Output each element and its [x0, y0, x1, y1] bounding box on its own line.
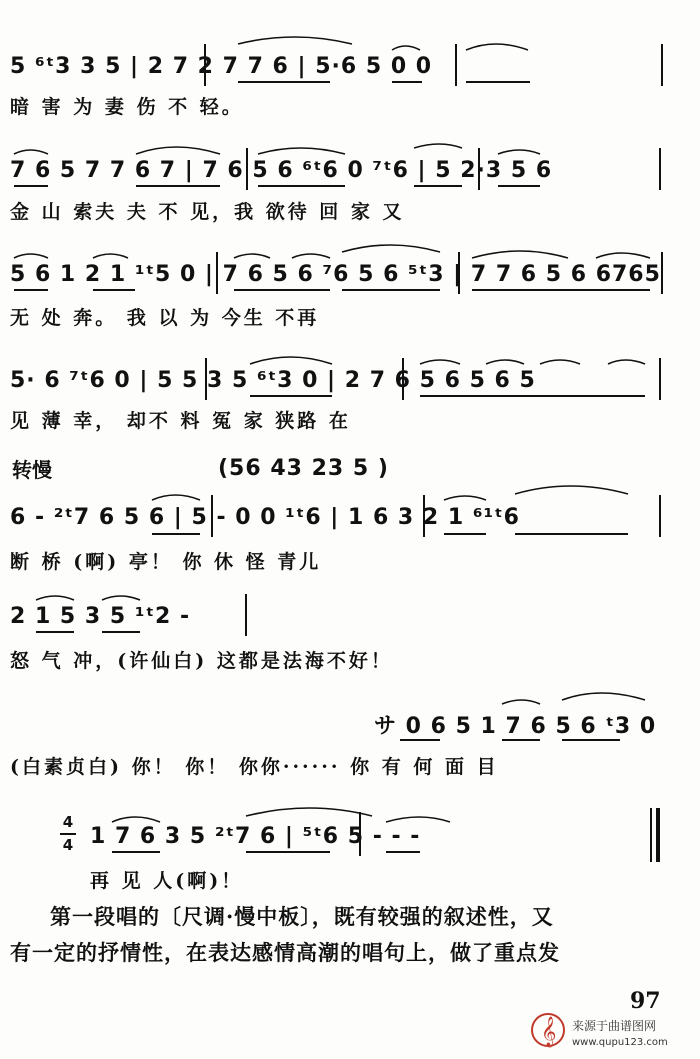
lyrics-line-4: 见 薄 幸， 却不 料 冤 家 狭路 在: [10, 410, 351, 432]
lyrics-line-3: 无 处 奔。 我 以 为 今生 不再: [10, 307, 320, 329]
lyrics-line-8: 再 见 人(啊)！: [90, 870, 244, 892]
time-signature-rule: [60, 833, 76, 835]
lyrics-line-7: (白素贞白) 你！ 你！ 你你······ 你 有 何 面 目: [10, 756, 499, 778]
commentary-line-2: 有一定的抒情性，在表达感情高潮的唱句上，做了重点发: [10, 940, 560, 965]
lyrics-line-2: 金 山 索夫 夫 不 见，我 欲待 回 家 又: [10, 201, 405, 223]
music-notes-line-8: 1 7 6 3 5 ²ᵗ7 6 | ⁵ᵗ6 5 - - -: [90, 824, 421, 849]
time-signature-bottom: 4: [62, 836, 74, 854]
watermark-url: www.qupu123.com: [572, 1037, 668, 1048]
music-notes-line-4: 5· 6 ⁷ᵗ6 0 | 5 5 3 5 ⁶ᵗ3 0 | 2 7 6 5 6 5 6 5: [10, 368, 536, 393]
lyrics-line-1: 暗 害 为 妻 伤 不 轻。: [10, 96, 244, 118]
svg-text:𝄞: 𝄞: [541, 1017, 557, 1047]
commentary-line-1: 第一段唱的〔尺调·慢中板〕，既有较强的叙述性，又: [50, 904, 554, 929]
watermark-logo: [532, 1014, 564, 1048]
time-signature-top: 4: [62, 813, 74, 831]
music-notes-line-7: サ 0 6 5 1 7 6 5 6 ᵗ3 0: [374, 714, 657, 739]
page-number: 97: [630, 988, 661, 1014]
watermark-text-cn: 来源于曲谱图网: [572, 1019, 657, 1033]
music-notes-line-2: 7 6 5 7 7 6 7 | 7 6 5 6 ⁶ᵗ6 0 ⁷ᵗ6 | 5 2·3 5 6: [10, 158, 553, 183]
music-notes-line-6: 2 1 5 3 5 ¹ᵗ2 -: [10, 604, 191, 629]
tempo-marking: 转慢: [12, 458, 52, 482]
lyrics-line-6: 怒 气 冲，(许仙白) 这都是法海不好！: [10, 650, 393, 672]
music-notes-line-3: 5 6 1 2 1 ¹ᵗ5 0 | 7 6 5 6 ⁷6 5 6 ⁵ᵗ3 | 7 7 6 5 6 6765: [10, 262, 661, 287]
music-notes-line-5: 6 - ²ᵗ7 6 5 6 | 5 - 0 0 ¹ᵗ6 | 1 6 3 2 1 ⁶¹ᵗ6: [10, 505, 520, 530]
lyrics-line-5: 断 桥 (啊) 亭！ 你 休 怪 青儿: [10, 551, 322, 573]
music-notes-line-1: 5 ⁶ᵗ3 3 5 | 2 7 2 7 7 6 | 5·6 5 0 0: [10, 54, 433, 79]
instrumental-interlude: (56 43 23 5 ): [218, 456, 389, 481]
